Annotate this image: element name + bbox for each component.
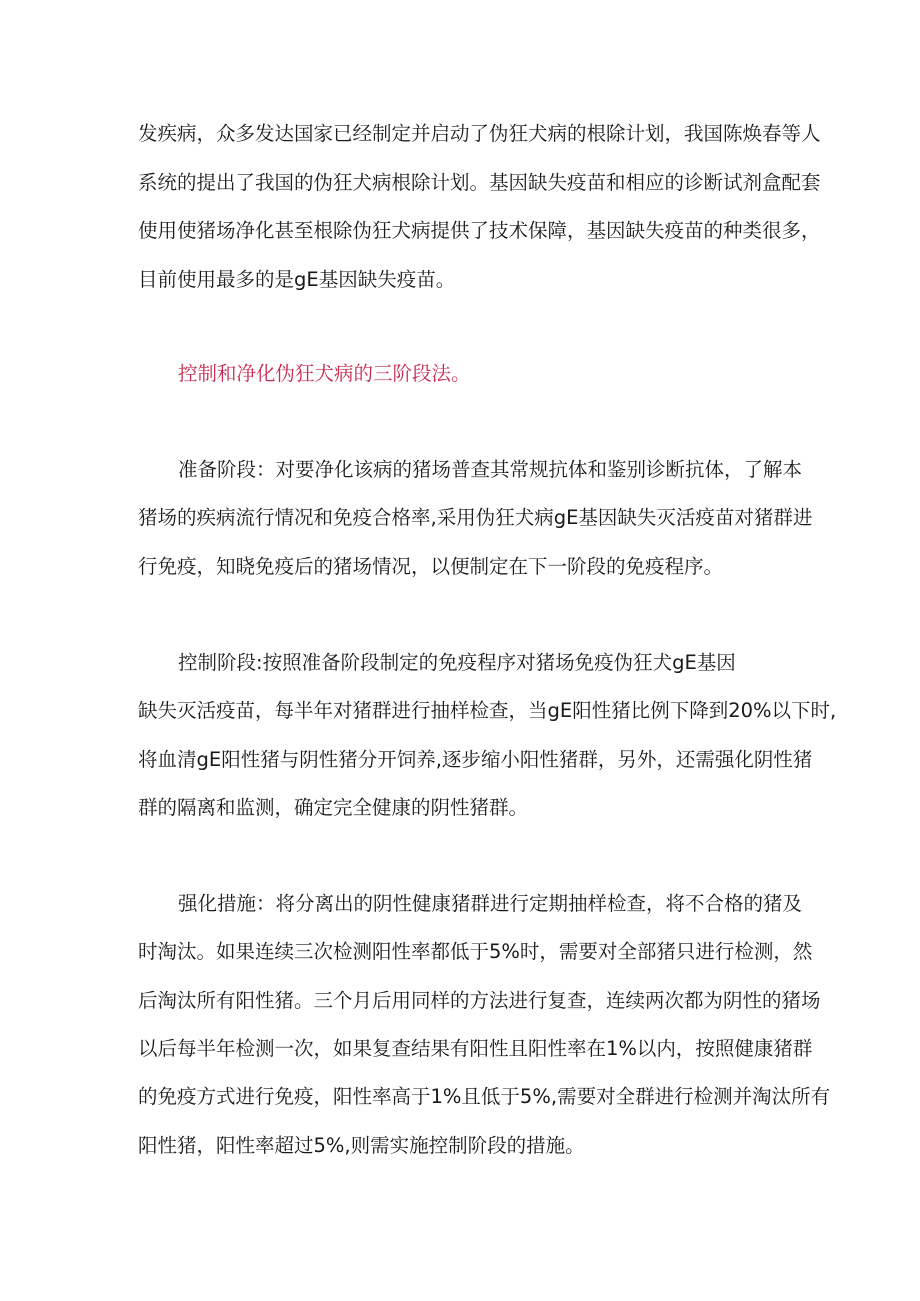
reinforcement-line-3: 后淘汰所有阳性猪。三个月后用同样的方法进行复查，连续两次都为阴性的猪场 <box>138 989 821 1012</box>
reinforcement-line-1: 强化措施：将分离出的阴性健康猪群进行定期抽样检查，将不合格的猪及 <box>178 892 803 915</box>
reinforcement-line-4: 以后每半年检测一次，如果复查结果有阳性且阳性率在1%以内，按照健康猪群 <box>138 1037 813 1060</box>
control-line-3: 将血清gE阳性猪与阴性猪分开饲养,逐步缩小阳性猪群，另外，还需强化阴性猪 <box>138 748 813 771</box>
intro-line-3: 使用使猪场净化甚至根除伪狂犬病提供了技术保障，基因缺失疫苗的种类很多， <box>138 219 821 242</box>
section-heading: 控制和净化伪狂犬病的三阶段法。 <box>178 362 471 385</box>
preparation-line-1: 准备阶段：对要净化该病的猪场普查其常规抗体和鉴别诊断抗体，了解本 <box>178 458 803 481</box>
intro-line-1: 发疾病，众多发达国家已经制定并启动了伪狂犬病的根除计划，我国陈焕春等人 <box>138 122 821 145</box>
preparation-line-2: 猪场的疾病流行情况和免疫合格率,采用伪狂犬病gE基因缺失灭活疫苗对猪群进 <box>138 506 813 529</box>
intro-line-2: 系统的提出了我国的伪狂犬病根除计划。基因缺失疫苗和相应的诊断试剂盒配套 <box>138 171 821 194</box>
reinforcement-line-2: 时淘汰。如果连续三次检测阳性率都低于5%时，需要对全部猪只进行检测，然 <box>138 940 813 963</box>
reinforcement-line-5: 的免疫方式进行免疫，阳性率高于1%且低于5%,需要对全群进行检测并淘汰所有 <box>138 1085 831 1108</box>
control-line-4: 群的隔离和监测，确定完全健康的阴性猪群。 <box>138 796 529 819</box>
control-line-2: 缺失灭活疫苗，每半年对猪群进行抽样检查，当gE阳性猪比例下降到20%以下时, <box>138 699 837 722</box>
intro-line-4: 目前使用最多的是gE基因缺失疫苗。 <box>138 268 456 291</box>
control-line-1: 控制阶段:按照准备阶段制定的免疫程序对猪场免疫伪狂犬gE基因 <box>178 651 736 674</box>
reinforcement-line-6: 阳性猪，阳性率超过5%,则需实施控制阶段的措施。 <box>138 1134 585 1157</box>
preparation-line-3: 行免疫，知晓免疫后的猪场情况，以便制定在下一阶段的免疫程序。 <box>138 555 724 578</box>
